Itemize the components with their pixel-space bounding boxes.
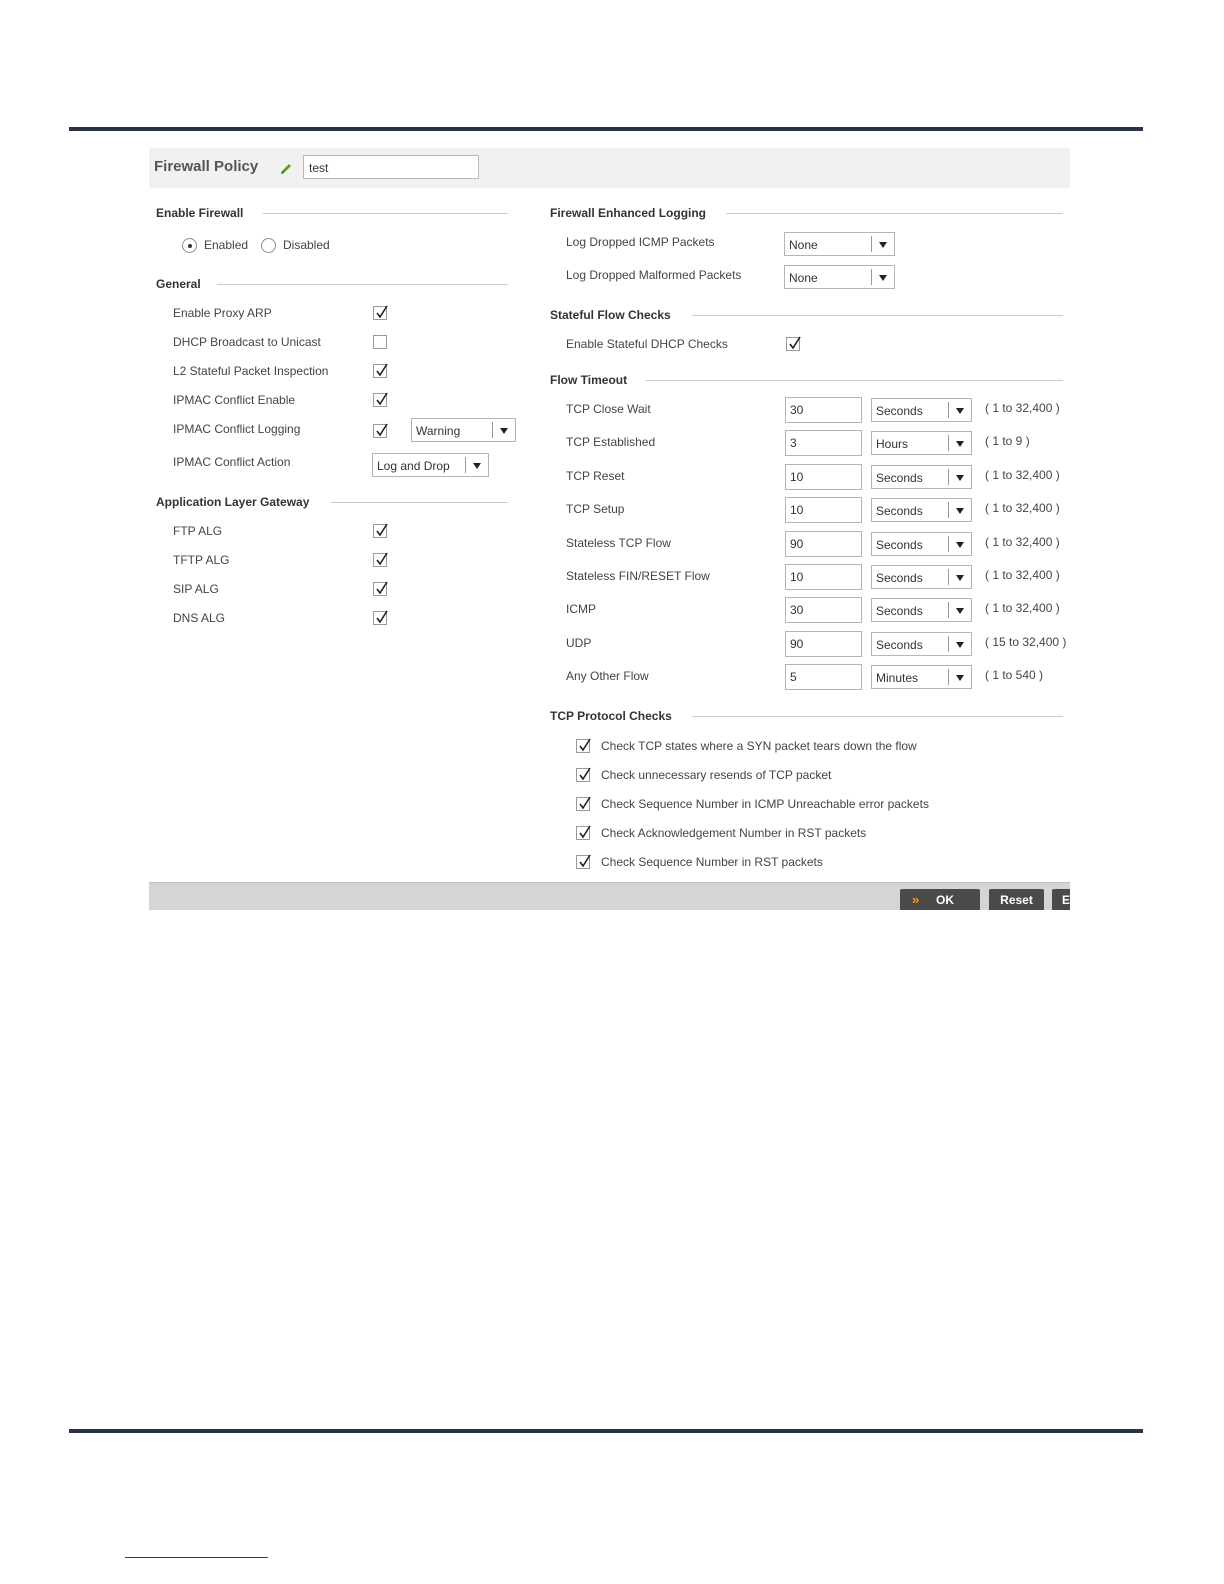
section-alg: Application Layer Gateway bbox=[156, 495, 310, 509]
flow-timeout-value-input[interactable]: 5 bbox=[785, 664, 862, 690]
flow-timeout-range: ( 1 to 32,400 ) bbox=[985, 568, 1060, 582]
select-log-dropped-malformed[interactable]: None bbox=[784, 265, 895, 289]
flow-timeout-label: ICMP bbox=[566, 602, 596, 617]
label-ipmac-conflict-logging: IPMAC Conflict Logging bbox=[173, 422, 301, 436]
radio-disabled-label: Disabled bbox=[283, 238, 330, 252]
label-ipmac-conflict-action: IPMAC Conflict Action bbox=[173, 455, 291, 469]
flow-timeout-range: ( 1 to 32,400 ) bbox=[985, 467, 1060, 482]
flow-timeout-unit-select[interactable]: Seconds bbox=[871, 465, 972, 489]
label-ipmac-conflict-enable: IPMAC Conflict Enable bbox=[173, 393, 296, 407]
policy-header bbox=[149, 148, 1070, 188]
checkbox-tftp-alg[interactable] bbox=[373, 553, 387, 567]
chevron-down-icon bbox=[473, 463, 481, 469]
page-title: Firewall Policy bbox=[154, 158, 259, 175]
chevron-down-icon bbox=[956, 675, 964, 681]
section-enhanced-logging: Firewall Enhanced Logging bbox=[550, 206, 707, 220]
flow-timeout-range: ( 1 to 32,400 ) bbox=[985, 534, 1060, 549]
checkbox-ipmac-conflict-logging[interactable] bbox=[373, 424, 387, 438]
flow-timeout-value-input[interactable]: 10 bbox=[785, 564, 862, 590]
flow-timeout-label: Stateless FIN/RESET Flow bbox=[566, 569, 710, 583]
flow-timeout-label: TCP Close Wait bbox=[566, 402, 651, 416]
label-log-dropped-icmp: Log Dropped ICMP Packets bbox=[566, 235, 715, 249]
flow-timeout-value-input[interactable]: 90 bbox=[785, 531, 862, 557]
flow-timeout-label: TCP Reset bbox=[566, 468, 625, 483]
label-sip-alg: SIP ALG bbox=[173, 582, 219, 596]
label-dns-alg: DNS ALG bbox=[173, 611, 226, 625]
flow-timeout-value-input[interactable]: 10 bbox=[785, 464, 862, 490]
chevron-down-icon bbox=[956, 441, 964, 447]
tcp-check-label: Check Sequence Number in ICMP Unreachable error packets bbox=[601, 797, 929, 811]
tcp-check-checkbox[interactable] bbox=[576, 739, 590, 753]
checkbox-stateful-dhcp[interactable] bbox=[786, 337, 800, 351]
flow-timeout-range: ( 1 to 540 ) bbox=[985, 668, 1044, 683]
footer-link-underline bbox=[125, 1557, 268, 1558]
flow-timeout-range: ( 15 to 32,400 ) bbox=[985, 634, 1067, 649]
policy-name-input[interactable]: test bbox=[303, 155, 479, 179]
chevron-down-icon bbox=[500, 428, 508, 434]
action-bar bbox=[149, 882, 1070, 910]
pencil-icon[interactable] bbox=[279, 162, 293, 176]
flow-timeout-range: ( 1 to 32,400 ) bbox=[985, 401, 1060, 415]
tcp-check-label: Check Acknowledgement Number in RST packets bbox=[601, 826, 867, 840]
page-top-rule bbox=[69, 127, 1143, 131]
select-ipmac-conflict-action[interactable]: Log and Drop bbox=[372, 453, 489, 477]
flow-timeout-label: TCP Established bbox=[566, 435, 656, 450]
section-stateful-flow-checks: Stateful Flow Checks bbox=[550, 308, 671, 322]
page-bottom-rule bbox=[69, 1429, 1143, 1433]
section-tcp-protocol-checks: TCP Protocol Checks bbox=[550, 709, 672, 723]
double-chevron-right-icon: » bbox=[912, 892, 920, 907]
firewall-policy-screen bbox=[149, 148, 1070, 910]
checkbox-enable-proxy-arp[interactable] bbox=[373, 306, 387, 320]
tcp-check-checkbox[interactable] bbox=[576, 855, 590, 869]
chevron-down-icon bbox=[956, 508, 964, 514]
tcp-check-label: Check unnecessary resends of TCP packet bbox=[601, 768, 832, 782]
checkbox-sip-alg[interactable] bbox=[373, 582, 387, 596]
flow-timeout-label: Any Other Flow bbox=[566, 669, 649, 684]
flow-timeout-unit-select[interactable]: Seconds bbox=[871, 598, 972, 622]
section-divider bbox=[726, 213, 1063, 214]
ok-button[interactable]: » OK bbox=[900, 889, 980, 910]
chevron-down-icon bbox=[956, 608, 964, 614]
flow-timeout-unit-select[interactable]: Seconds bbox=[871, 398, 972, 422]
flow-timeout-unit-select[interactable]: Seconds bbox=[871, 632, 972, 656]
radio-enabled-label: Enabled bbox=[204, 238, 249, 252]
section-divider bbox=[331, 502, 508, 503]
flow-timeout-value-input[interactable]: 10 bbox=[785, 497, 862, 523]
checkbox-dhcp-broadcast[interactable] bbox=[373, 335, 387, 349]
chevron-down-icon bbox=[956, 408, 964, 414]
label-tftp-alg: TFTP ALG bbox=[173, 553, 230, 567]
flow-timeout-value-input[interactable]: 90 bbox=[785, 631, 862, 657]
flow-timeout-unit-select[interactable]: Seconds bbox=[871, 498, 972, 522]
select-log-dropped-icmp[interactable]: None bbox=[784, 232, 895, 256]
label-enable-proxy-arp: Enable Proxy ARP bbox=[173, 306, 272, 320]
radio-disabled[interactable] bbox=[261, 238, 276, 253]
chevron-down-icon bbox=[879, 275, 887, 281]
flow-timeout-value-input[interactable]: 30 bbox=[785, 597, 862, 623]
tcp-check-label: Check Sequence Number in RST packets bbox=[601, 855, 823, 869]
flow-timeout-range: ( 1 to 32,400 ) bbox=[985, 601, 1060, 616]
flow-timeout-unit-select[interactable]: Hours bbox=[871, 431, 972, 455]
section-divider bbox=[263, 213, 508, 214]
flow-timeout-unit-select[interactable]: Seconds bbox=[871, 565, 972, 589]
chevron-down-icon bbox=[956, 475, 964, 481]
section-divider bbox=[692, 315, 1063, 316]
flow-timeout-value-input[interactable]: 30 bbox=[785, 397, 862, 423]
flow-timeout-label: UDP bbox=[566, 635, 592, 650]
select-ipmac-logging-level[interactable]: Warning bbox=[411, 418, 516, 442]
flow-timeout-label: TCP Setup bbox=[566, 502, 625, 517]
flow-timeout-label: Stateless TCP Flow bbox=[566, 535, 671, 550]
reset-button[interactable]: Reset bbox=[989, 889, 1044, 910]
flow-timeout-unit-select[interactable]: Minutes bbox=[871, 665, 972, 689]
checkbox-ipmac-conflict-enable[interactable] bbox=[373, 393, 387, 407]
section-divider bbox=[692, 716, 1063, 717]
tcp-check-checkbox[interactable] bbox=[576, 768, 590, 782]
section-divider bbox=[217, 284, 508, 285]
flow-timeout-unit-select[interactable]: Seconds bbox=[871, 532, 972, 556]
tcp-check-label: Check TCP states where a SYN packet tears down the flow bbox=[601, 739, 917, 753]
section-divider bbox=[646, 380, 1063, 381]
section-enable-firewall: Enable Firewall bbox=[156, 206, 244, 220]
checkbox-l2-stateful[interactable] bbox=[373, 364, 387, 378]
section-flow-timeout: Flow Timeout bbox=[550, 373, 628, 387]
flow-timeout-range: ( 1 to 32,400 ) bbox=[985, 501, 1060, 516]
label-log-dropped-malformed: Log Dropped Malformed Packets bbox=[566, 268, 742, 282]
flow-timeout-range: ( 1 to 9 ) bbox=[985, 434, 1030, 449]
tcp-check-checkbox[interactable] bbox=[576, 797, 590, 811]
chevron-down-icon bbox=[956, 575, 964, 581]
checkbox-ftp-alg[interactable] bbox=[373, 524, 387, 538]
label-dhcp-broadcast: DHCP Broadcast to Unicast bbox=[173, 335, 321, 349]
section-general: General bbox=[156, 277, 201, 291]
chevron-down-icon bbox=[879, 242, 887, 248]
label-ftp-alg: FTP ALG bbox=[173, 524, 223, 538]
label-l2-stateful: L2 Stateful Packet Inspection bbox=[173, 364, 329, 378]
checkbox-dns-alg[interactable] bbox=[373, 611, 387, 625]
tcp-check-checkbox[interactable] bbox=[576, 826, 590, 840]
label-stateful-dhcp: Enable Stateful DHCP Checks bbox=[566, 337, 728, 351]
chevron-down-icon bbox=[956, 642, 964, 648]
exit-button[interactable]: E bbox=[1052, 889, 1070, 910]
radio-enabled[interactable] bbox=[182, 238, 197, 253]
chevron-down-icon bbox=[956, 542, 964, 548]
flow-timeout-value-input[interactable]: 3 bbox=[785, 430, 862, 456]
